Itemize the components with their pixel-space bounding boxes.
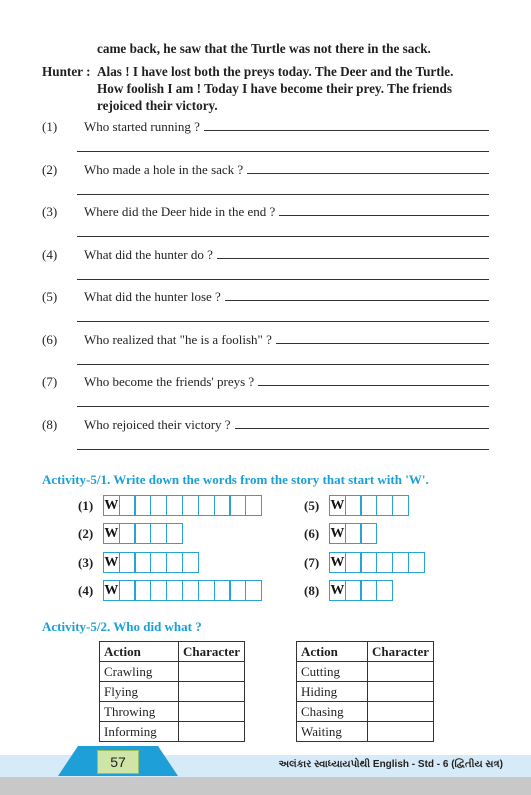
- action-cell: Waiting: [297, 722, 368, 742]
- letter-box-w: W: [103, 580, 120, 601]
- w-word-row: [78, 580, 262, 601]
- letter-box[interactable]: [182, 552, 199, 573]
- letter-box[interactable]: [360, 552, 377, 573]
- w-word-number: (1): [78, 497, 94, 513]
- question-text: What did the hunter lose ?: [84, 289, 221, 304]
- letter-box[interactable]: [245, 580, 262, 601]
- letter-box[interactable]: [345, 580, 362, 601]
- action-cell: Cutting: [297, 662, 368, 682]
- w-word-number: (2): [78, 525, 94, 541]
- letter-box[interactable]: [198, 495, 215, 516]
- question-text: Who become the friends' preys ?: [84, 374, 255, 389]
- who-did-what-table-right: [296, 641, 434, 742]
- action-cell: Chasing: [297, 702, 368, 722]
- letter-box[interactable]: [229, 495, 246, 516]
- letter-box[interactable]: [408, 552, 425, 573]
- letter-box[interactable]: [166, 552, 183, 573]
- letter-box[interactable]: [245, 495, 262, 516]
- letter-box-w: W: [329, 552, 346, 573]
- w-word-row: [78, 495, 262, 516]
- table-row: [100, 702, 245, 722]
- w-word-number: (6): [304, 525, 320, 541]
- question-number: (1): [42, 119, 58, 134]
- question-number: (8): [42, 416, 58, 432]
- answer-line[interactable]: [77, 194, 489, 195]
- letter-box[interactable]: [166, 495, 183, 516]
- letter-box[interactable]: [392, 552, 409, 573]
- letter-box[interactable]: [182, 580, 199, 601]
- table-row: [297, 682, 434, 702]
- answer-line[interactable]: [204, 130, 489, 131]
- letter-box[interactable]: [119, 495, 136, 516]
- letter-box[interactable]: [150, 523, 167, 544]
- letter-box-w: W: [329, 523, 346, 544]
- activity-1-heading: Activity-5/1. Write down the words from the story that start with 'W'.: [42, 472, 429, 487]
- letter-box[interactable]: [376, 495, 393, 516]
- table-row: [100, 662, 245, 682]
- story-line-3: How foolish I am ! Today I have become their prey. The friends: [97, 81, 452, 96]
- activity-2-heading: Activity-5/2. Who did what ?: [42, 619, 202, 634]
- answer-line[interactable]: [258, 385, 489, 386]
- question-text: Who realized that "he is a foolish" ?: [84, 331, 272, 347]
- question-text: Who made a hole in the sack ?: [84, 161, 244, 177]
- letter-box[interactable]: [345, 523, 362, 544]
- w-word-row: [304, 580, 393, 601]
- letter-box-w: W: [103, 495, 120, 516]
- question-text: Who rejoiced their victory ?: [84, 416, 231, 432]
- col-action-header: Action: [297, 642, 368, 662]
- character-cell[interactable]: [367, 662, 433, 682]
- question-number: (7): [42, 374, 58, 389]
- table-row: [100, 722, 245, 742]
- col-action-header: Action: [100, 642, 179, 662]
- letter-box[interactable]: [392, 495, 409, 516]
- question-number: (3): [42, 204, 58, 219]
- question-text: Where did the Deer hide in the end ?: [84, 204, 276, 219]
- table-header-row: [100, 642, 245, 662]
- letter-box[interactable]: [166, 523, 183, 544]
- table-row: [297, 662, 434, 682]
- letter-box[interactable]: [166, 580, 183, 601]
- answer-line[interactable]: [235, 428, 489, 429]
- character-cell[interactable]: [367, 702, 433, 722]
- action-cell: Hiding: [297, 682, 368, 702]
- character-cell[interactable]: [178, 662, 244, 682]
- w-word-number: (8): [304, 582, 320, 598]
- table-header-row: [297, 642, 434, 662]
- character-cell[interactable]: [367, 682, 433, 702]
- letter-box[interactable]: [214, 495, 231, 516]
- w-word-number: (5): [304, 497, 320, 513]
- letter-box[interactable]: [229, 580, 246, 601]
- answer-line[interactable]: [77, 151, 489, 152]
- letter-box[interactable]: [119, 580, 136, 601]
- w-word-row: [304, 495, 409, 516]
- letter-box[interactable]: [119, 552, 136, 573]
- question-text: What did the hunter do ?: [84, 246, 213, 262]
- answer-line[interactable]: [77, 449, 489, 450]
- action-cell: Informing: [100, 722, 179, 742]
- question-number: (5): [42, 289, 58, 304]
- book-title: અલંકાર સ્વાધ્યાયપોથી English - Std - 6 (દ્વિતીય સત્ર): [278, 759, 503, 770]
- w-word-row: [304, 523, 377, 544]
- letter-box[interactable]: [345, 495, 362, 516]
- bottom-strip: [0, 777, 531, 795]
- letter-box[interactable]: [134, 495, 151, 516]
- answer-line[interactable]: [77, 406, 489, 407]
- answer-line[interactable]: [77, 279, 489, 280]
- letter-box[interactable]: [214, 580, 231, 601]
- question-number: (2): [42, 161, 58, 177]
- answer-line[interactable]: [77, 321, 489, 322]
- letter-box[interactable]: [134, 552, 151, 573]
- letter-box-w: W: [329, 495, 346, 516]
- answer-line[interactable]: [247, 173, 489, 174]
- w-word-number: (3): [78, 554, 94, 570]
- letter-box-w: W: [103, 523, 120, 544]
- page-number: 57: [97, 750, 139, 774]
- letter-box[interactable]: [376, 580, 393, 601]
- table-row: [297, 722, 434, 742]
- w-word-row: [78, 552, 199, 573]
- letter-box[interactable]: [119, 523, 136, 544]
- letter-box[interactable]: [360, 580, 377, 601]
- letter-box[interactable]: [360, 495, 377, 516]
- answer-line[interactable]: [279, 215, 489, 216]
- answer-line[interactable]: [276, 343, 489, 344]
- character-cell[interactable]: [178, 722, 244, 742]
- w-word-number: (4): [78, 582, 94, 598]
- letter-box[interactable]: [198, 580, 215, 601]
- w-word-row: [304, 552, 425, 573]
- table-row: [297, 702, 434, 722]
- action-cell: Flying: [100, 682, 179, 702]
- letter-box-w: W: [329, 580, 346, 601]
- letter-box-w: W: [103, 552, 120, 573]
- answer-line[interactable]: [77, 236, 489, 237]
- letter-box[interactable]: [134, 523, 151, 544]
- w-word-number: (7): [304, 554, 320, 570]
- character-cell[interactable]: [178, 702, 244, 722]
- character-cell[interactable]: [367, 722, 433, 742]
- question-text: Who started running ?: [84, 119, 200, 134]
- letter-box[interactable]: [376, 552, 393, 573]
- question-number: (4): [42, 246, 58, 262]
- character-cell[interactable]: [178, 682, 244, 702]
- story-line-4: rejoiced their victory.: [97, 98, 218, 113]
- story-line-1: came back, he saw that the Turtle was not there in the sack.: [97, 41, 431, 56]
- letter-box[interactable]: [150, 552, 167, 573]
- letter-box[interactable]: [150, 580, 167, 601]
- letter-box[interactable]: [134, 580, 151, 601]
- story-line-2: Alas ! I have lost both the preys today. The Deer and the Turtle.: [97, 64, 454, 79]
- letter-box[interactable]: [150, 495, 167, 516]
- letter-box[interactable]: [182, 495, 199, 516]
- story-speaker: Hunter :: [42, 64, 91, 79]
- col-character-header: Character: [178, 642, 244, 662]
- w-word-row: [78, 523, 183, 544]
- action-cell: Crawling: [100, 662, 179, 682]
- table-row: [100, 682, 245, 702]
- question-number: (6): [42, 331, 58, 347]
- letter-box[interactable]: [360, 523, 377, 544]
- answer-line[interactable]: [77, 364, 489, 365]
- who-did-what-table-left: [99, 641, 245, 742]
- answer-line[interactable]: [225, 300, 489, 301]
- action-cell: Throwing: [100, 702, 179, 722]
- letter-box[interactable]: [345, 552, 362, 573]
- answer-line[interactable]: [217, 258, 489, 259]
- col-character-header: Character: [367, 642, 433, 662]
